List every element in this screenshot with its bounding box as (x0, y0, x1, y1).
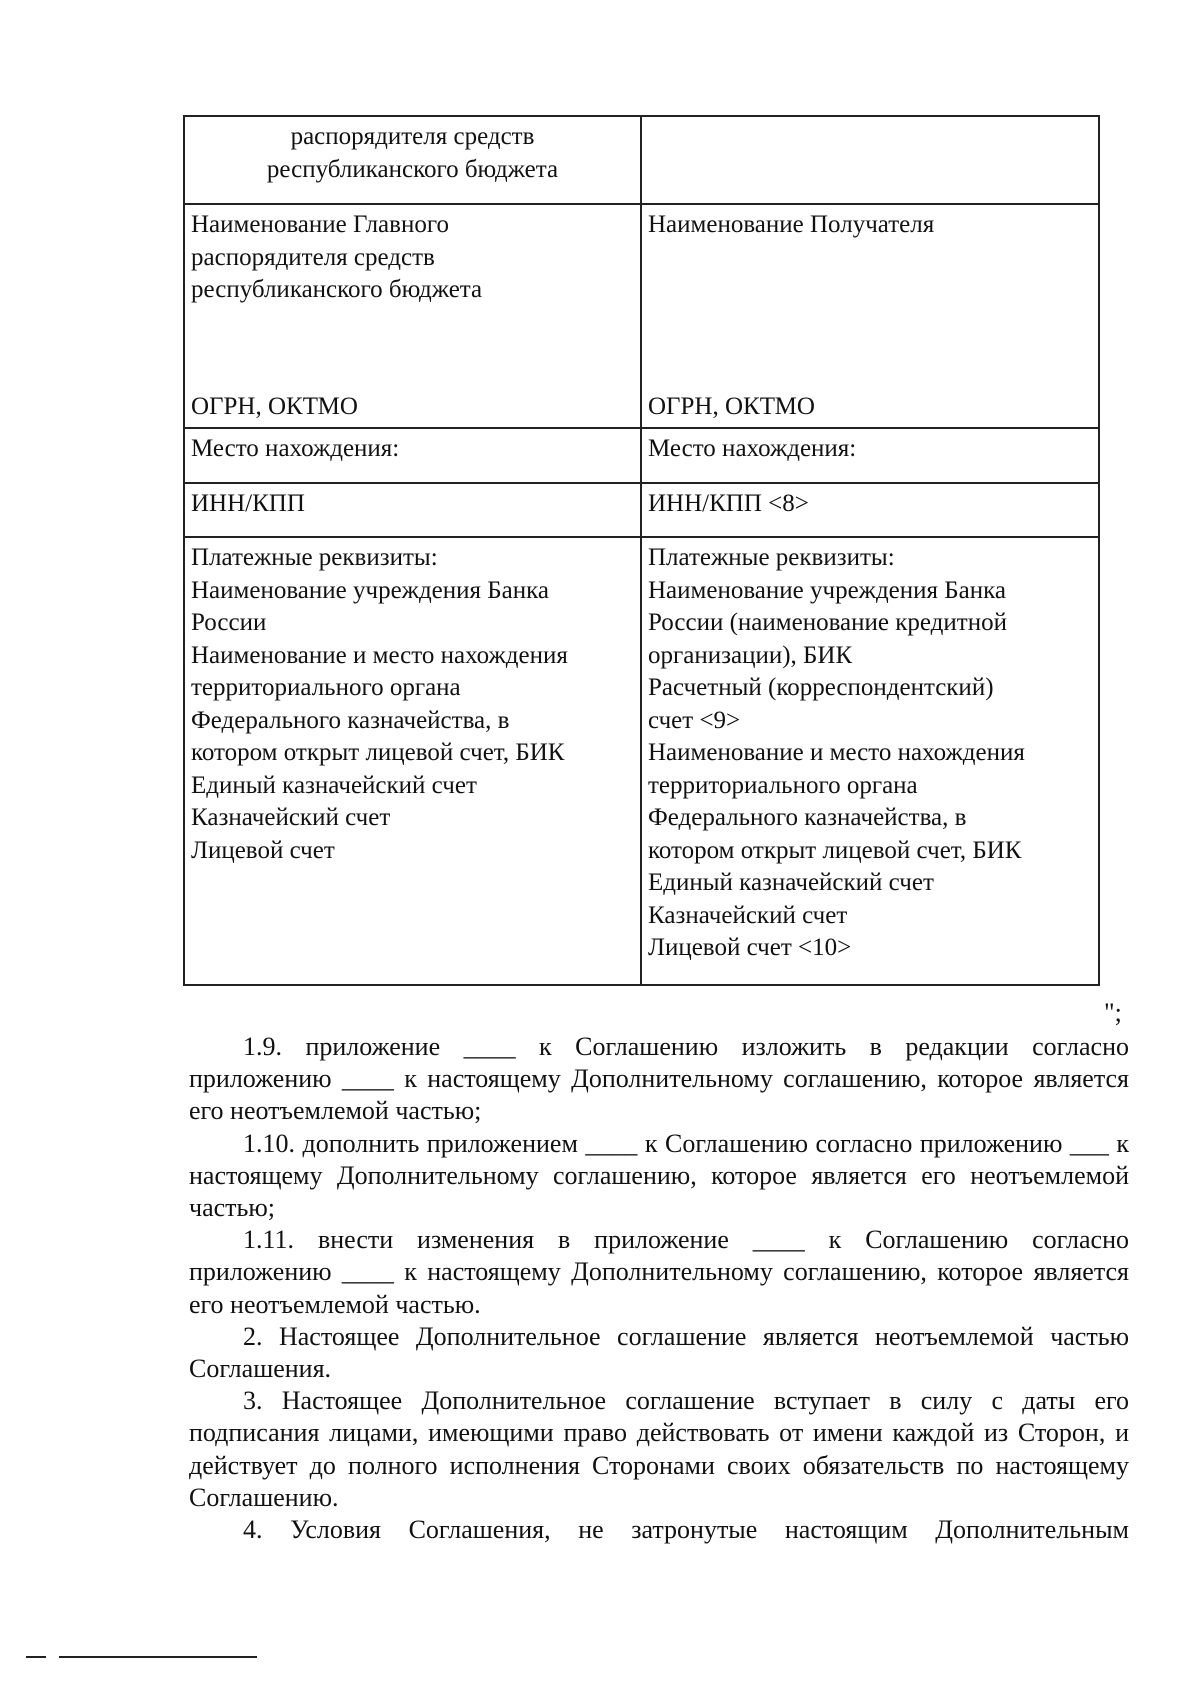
left-payment-line: Федерального казначейства, в (191, 706, 510, 734)
left-payment-line: Платежные реквизиты: (191, 544, 438, 571)
recipient-name-line: Наименование Получателя (648, 211, 935, 238)
right-payment-line: Лицевой счет <10> (648, 934, 852, 961)
right-payment-line: организации), БИК (648, 641, 853, 669)
right-location: Место нахождения: (648, 435, 857, 462)
right-payment-line: Федерального казначейства, в (648, 804, 967, 831)
row1-left-line: республиканского бюджета (266, 155, 559, 183)
paragraph-3: 3. Настоящее Дополнительное соглашение вступает в силу с даты его подписания лицами, имеющими право действовать от имени каждой из Сторон, и действует до полного исполнения Сторонами своих обязательств по настоящему Соглашению. (189, 1386, 1129, 1512)
left-ogrn-oktmo: ОГРН, ОКТМО (191, 392, 358, 420)
row2-left-cell (184, 204, 641, 428)
left-location: Место нахождения: (191, 435, 400, 462)
row5-right-cell (641, 537, 1099, 985)
right-payment-line: Единый казначейский счет (648, 869, 934, 896)
closing-quote: "; (1104, 998, 1122, 1027)
table-row (184, 428, 1099, 483)
row5-left-cell (184, 537, 641, 985)
footnote-rule-long (59, 1656, 257, 1658)
row4-left-cell (184, 483, 641, 537)
left-payment-line: территориального органа (191, 674, 461, 701)
left-payment-line: России (191, 609, 267, 636)
right-payment-line: территориального органа (648, 771, 918, 799)
right-ogrn-oktmo: ОГРН, ОКТМО (648, 392, 815, 420)
footnote-rule-short (26, 1656, 46, 1658)
left-payment-line: Единый казначейский счет (191, 771, 477, 799)
table-row (184, 537, 1099, 985)
row4-right-cell (641, 483, 1099, 537)
paragraph-1-10: 1.10. дополнить приложением ____ к Соглашению согласно приложению ___ к настоящему Дополнительному соглашению, которое является его неотъемлемой частью; (189, 1128, 1129, 1223)
paragraph-4: 4. Условия Соглашения, не затронутые настоящим Дополнительным (243, 1515, 1129, 1545)
table-row (184, 204, 1099, 428)
left-payment-line: Наименование учреждения Банка (191, 576, 549, 604)
gr-name-line: распорядителя средств (191, 243, 435, 271)
gr-name-line: Наименование Главного (191, 211, 449, 238)
left-payment-line: Казначейский счет (191, 804, 391, 831)
left-payment-line: котором открыт лицевой счет, БИК (191, 739, 565, 766)
table-row (184, 116, 1099, 204)
row3-left-cell (184, 428, 641, 483)
paragraph-2: 2. Настоящее Дополнительное соглашение является неотъемлемой частью Соглашения. (189, 1321, 1129, 1384)
right-payment-line: счет <9> (648, 706, 741, 734)
row1-right-cell (641, 116, 1099, 204)
left-payment-line: Наименование и место нахождения (191, 641, 568, 669)
table-row (184, 483, 1099, 537)
right-inn-kpp: ИНН/КПП <8> (648, 490, 809, 517)
right-payment-line: Наименование и место нахождения (648, 739, 1025, 766)
left-payment-line: Лицевой счет (191, 836, 335, 864)
right-payment-line: России (наименование кредитной (648, 609, 1007, 636)
row2-right-cell (641, 204, 1099, 428)
row1-left-line: распорядителя средств (290, 123, 535, 150)
requisites-table (183, 115, 1100, 986)
body-text (189, 1031, 1129, 1546)
right-payment-line: котором открыт лицевой счет, БИК (648, 836, 1022, 864)
right-payment-line: Казначейский счет (648, 901, 848, 929)
paragraph-1-9: 1.9. приложение ____ к Соглашению изложить в редакции согласно приложению ____ к настоящему Дополнительному соглашению, которое является его неотъемлемой частью; (189, 1032, 1129, 1126)
gr-name-line: республиканского бюджета (191, 276, 483, 303)
left-inn-kpp: ИНН/КПП (191, 490, 305, 517)
right-payment-line: Платежные реквизиты: (648, 544, 895, 571)
right-payment-line: Наименование учреждения Банка (648, 576, 1006, 604)
row3-right-cell (641, 428, 1099, 483)
paragraph-1-11: 1.11. внести изменения в приложение ____ к Соглашению согласно приложению ____ к настоящему Дополнительному соглашению, которое является его неотъемлемой частью. (189, 1225, 1129, 1319)
right-payment-line: Расчетный (корреспондентский) (648, 674, 994, 701)
row1-left-cell (184, 116, 641, 204)
